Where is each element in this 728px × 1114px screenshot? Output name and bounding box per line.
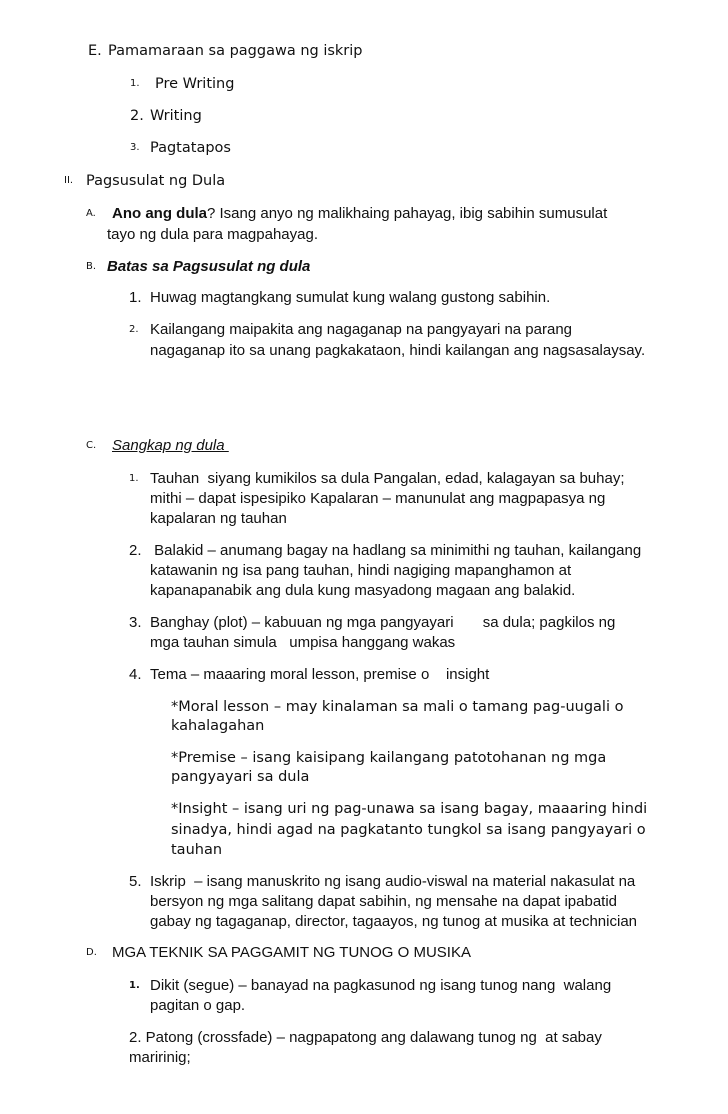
list-item-line: kapalaran ng tauhan	[150, 510, 287, 527]
section-e-title: Pamamaraan sa paggawa ng iskrip	[108, 43, 363, 59]
tema-note: *Insight – isang uri ng pag-unawa sa isang bagay, maaaring hindi	[171, 801, 648, 817]
list-item: Writing	[150, 108, 202, 124]
subsection-c-marker: C.	[86, 440, 97, 451]
list-item-line: Kailangang maipakita ang nagaganap na pangyayari na parang	[150, 321, 572, 338]
list-marker: 1.	[129, 980, 140, 991]
list-marker: 2.	[129, 542, 142, 559]
list-item-line: katawanin ng isa pang tauhan, hindi nagiging mapanghamon at	[150, 562, 572, 579]
section-ii-title: Pagsusulat ng Dula	[86, 173, 226, 189]
list-item-line: nagaganap ito sa unang pagkakataon, hindi kailangan ang nagsasalaysay.	[150, 342, 646, 359]
list-marker: 3.	[129, 614, 142, 631]
tema-note: *Premise – isang kaisipang kailangang patotohanan ng mga	[171, 750, 607, 766]
subsection-a-bold: Ano ang dula	[112, 205, 207, 222]
list-item-line: mga tauhan simula umpisa hanggang wakas	[150, 634, 456, 651]
list-item-line: 2. Patong (crossfade) – nagpapatong ang dalawang tunog ng at sabay	[129, 1029, 602, 1046]
list-marker: 4.	[129, 666, 142, 683]
list-item-line: gabay ng tagaganap, director, tagaayos, ng tunog at musika at technician	[150, 913, 638, 930]
subsection-b-marker: B.	[86, 261, 97, 272]
subsection-d-marker: D.	[86, 947, 97, 958]
subsection-c-title: Sangkap ng dula	[112, 437, 229, 454]
list-item-line: bersyon ng mga salitang dapat sabihin, ng mensahe na dapat ipabatid	[150, 893, 617, 910]
subsection-a-rest: ? Isang anyo ng malikhaing pahayag, ibig sabihin sumusulat	[207, 205, 608, 222]
list-marker: 1.	[130, 78, 140, 89]
list-item-line: Banghay (plot) – kabuuan ng mga pangyayari sa dula; pagkilos ng	[150, 614, 616, 631]
section-e-marker: E.	[88, 43, 102, 59]
list-item-line: Tauhan siyang kumikilos sa dula Pangalan, edad, kalagayan sa buhay;	[150, 470, 625, 487]
tema-note: pangyayari sa dula	[171, 769, 310, 785]
list-item-line: Tema – maaaring moral lesson, premise o insight	[150, 666, 490, 683]
list-item-line: mithi – dapat ispesipiko Kapalaran – manunulat ang magpapasya ng	[150, 490, 606, 507]
tema-note: *Moral lesson – may kinalaman sa mali o tamang pag-uugali o	[171, 699, 624, 715]
subsection-a-line	[112, 204, 607, 224]
list-item-line: Balakid – anumang bagay na hadlang sa minimithi ng tauhan, kailangang	[150, 542, 642, 559]
subsection-d-title: MGA TEKNIK SA PAGGAMIT NG TUNOG O MUSIKA	[112, 944, 471, 961]
list-item: Pre Writing	[155, 76, 235, 92]
list-item: Pagtatapos	[150, 140, 231, 156]
list-marker: 1.	[129, 289, 142, 306]
list-marker: 2.	[130, 108, 144, 124]
list-marker: 2.	[129, 324, 139, 335]
list-item-line: Iskrip – isang manuskrito ng isang audio-viswal na material nakasulat na	[150, 873, 636, 890]
tema-note: kahalagahan	[171, 718, 265, 734]
list-item-line: maririnig;	[129, 1049, 191, 1066]
list-item-line: kapanapanabik ang dula kung masyadong magaan ang balakid.	[150, 582, 576, 599]
section-ii-marker: II.	[64, 175, 74, 186]
subsection-a-line2: tayo ng dula para magpahayag.	[107, 226, 318, 243]
list-item-line: pagitan o gap.	[150, 997, 246, 1014]
list-marker: 5.	[129, 873, 142, 890]
list-item-line: Dikit (segue) – banayad na pagkasunod ng isang tunog nang walang	[150, 977, 612, 994]
list-marker: 1.	[129, 473, 139, 484]
subsection-a-marker: A.	[86, 208, 96, 219]
list-marker: 3.	[130, 142, 140, 153]
tema-note: tauhan	[171, 842, 223, 858]
subsection-b-title: Batas sa Pagsusulat ng dula	[107, 258, 311, 275]
list-item: Huwag magtangkang sumulat kung walang gustong sabihin.	[150, 289, 551, 306]
tema-note: sinadya, hindi agad na pagkatanto tungkol sa isang pangyayari o	[171, 822, 646, 838]
